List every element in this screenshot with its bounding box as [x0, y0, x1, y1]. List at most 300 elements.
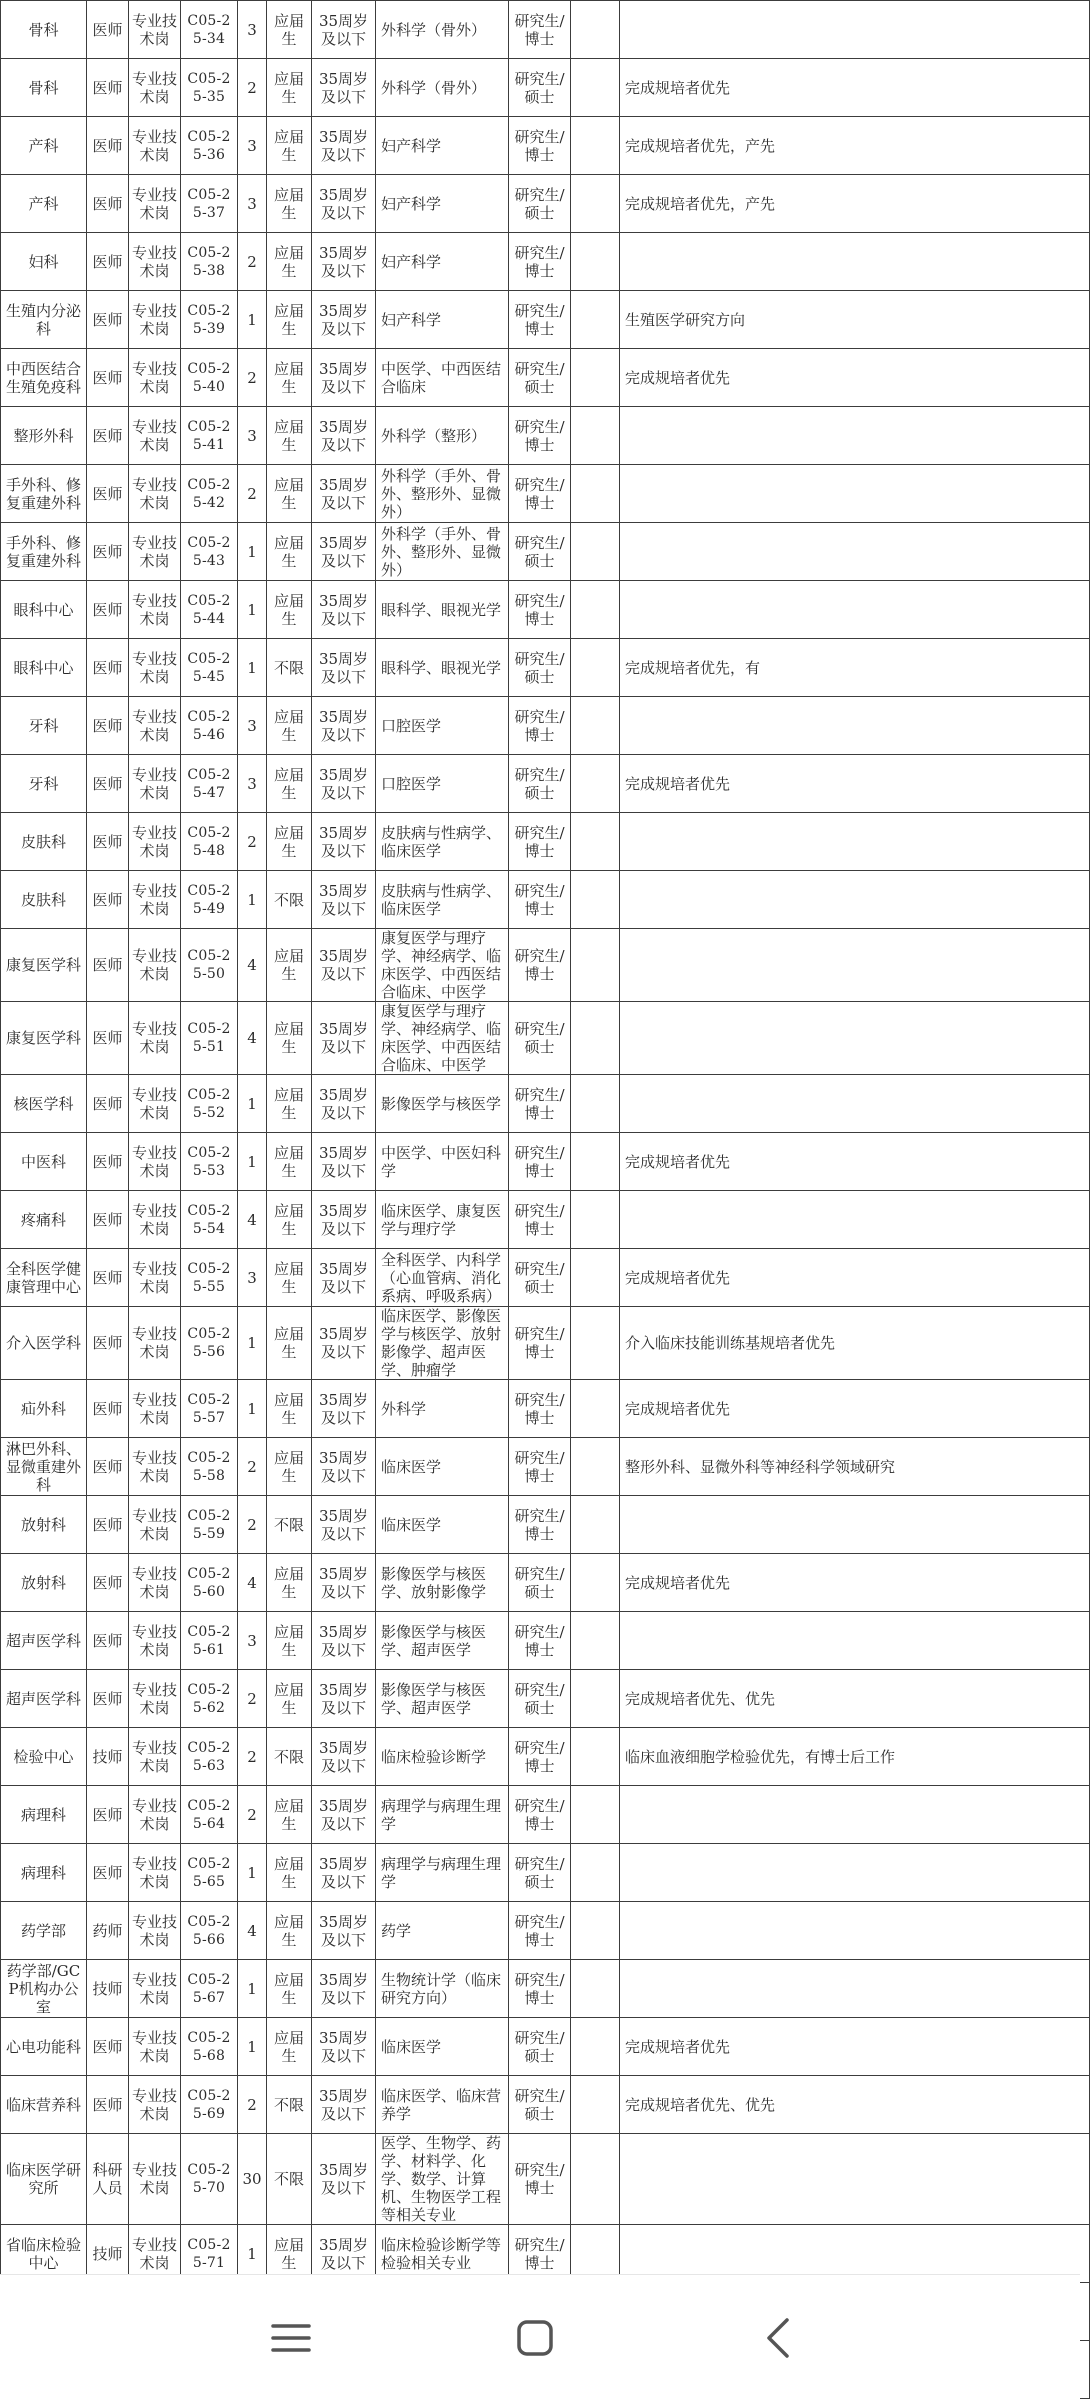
department-cell: 核医学科	[1, 1075, 87, 1133]
empty-cell	[571, 2134, 620, 2225]
table-row	[1, 1612, 1090, 1670]
job-title-cell: 医师	[87, 1, 129, 59]
job-title-cell: 医师	[87, 755, 129, 813]
job-title-cell: 医师	[87, 175, 129, 233]
remark-cell: 完成规培者优先	[620, 1249, 1090, 1307]
remark-cell	[620, 581, 1090, 639]
headcount-cell: 2	[238, 2076, 267, 2134]
education-cell: 研究生/博士	[509, 1380, 571, 1438]
candidate-type-cell: 应届生	[267, 929, 312, 1002]
candidate-type-cell: 应届生	[267, 1612, 312, 1670]
empty-cell	[571, 1249, 620, 1307]
empty-cell	[571, 1380, 620, 1438]
candidate-type-cell: 应届生	[267, 523, 312, 581]
education-cell: 研究生/博士	[509, 2134, 571, 2225]
major-cell: 临床医学	[376, 2018, 509, 2076]
table-row	[1, 1728, 1090, 1786]
remark-cell: 完成规培者优先，产先	[620, 117, 1090, 175]
table-row	[1, 813, 1090, 871]
post-type-cell: 专业技术岗	[129, 813, 181, 871]
candidate-type-cell: 应届生	[267, 697, 312, 755]
major-cell: 外科学（手外、骨外、整形外、显微外）	[376, 465, 509, 523]
education-cell: 研究生/博士	[509, 697, 571, 755]
post-code-cell: C05-25-52	[181, 1075, 238, 1133]
candidate-type-cell: 应届生	[267, 1902, 312, 1960]
job-title-cell: 医师	[87, 813, 129, 871]
headcount-cell: 1	[238, 1380, 267, 1438]
headcount-cell: 1	[238, 523, 267, 581]
headcount-cell: 1	[238, 1960, 267, 2018]
empty-cell	[571, 755, 620, 813]
table-row	[1, 1, 1090, 59]
candidate-type-cell: 不限	[267, 1728, 312, 1786]
empty-cell	[571, 233, 620, 291]
table-row	[1, 1191, 1090, 1249]
job-title-cell: 药师	[87, 1902, 129, 1960]
empty-cell	[571, 349, 620, 407]
job-title-cell: 医师	[87, 1612, 129, 1670]
major-cell: 影像医学与核医学、超声医学	[376, 1612, 509, 1670]
education-cell: 研究生/博士	[509, 1728, 571, 1786]
headcount-cell: 1	[238, 2018, 267, 2076]
table-row	[1, 523, 1090, 581]
candidate-type-cell: 不限	[267, 871, 312, 929]
major-cell: 临床医学、影像医学与核医学、放射影像学、超声医学、肿瘤学	[376, 1307, 509, 1380]
post-type-cell: 专业技术岗	[129, 59, 181, 117]
remark-cell	[620, 813, 1090, 871]
headcount-cell: 1	[238, 291, 267, 349]
education-cell: 研究生/博士	[509, 1191, 571, 1249]
system-navigation-bar	[0, 2274, 1080, 2401]
back-button[interactable]	[744, 2308, 814, 2368]
job-title-cell: 科研人员	[87, 2134, 129, 2225]
job-title-cell: 医师	[87, 2018, 129, 2076]
age-limit-cell: 35周岁及以下	[312, 523, 376, 581]
education-cell: 研究生/博士	[509, 581, 571, 639]
post-code-cell: C05-25-53	[181, 1133, 238, 1191]
department-cell: 病理科	[1, 1786, 87, 1844]
job-title-cell: 医师	[87, 233, 129, 291]
job-title-cell: 医师	[87, 1075, 129, 1133]
empty-cell	[571, 639, 620, 697]
post-type-cell: 专业技术岗	[129, 1249, 181, 1307]
department-cell: 心电功能科	[1, 2018, 87, 2076]
post-type-cell: 专业技术岗	[129, 1728, 181, 1786]
job-title-cell: 医师	[87, 523, 129, 581]
department-cell: 皮肤科	[1, 871, 87, 929]
table-row	[1, 1496, 1090, 1554]
table-row	[1, 465, 1090, 523]
candidate-type-cell: 应届生	[267, 1075, 312, 1133]
age-limit-cell: 35周岁及以下	[312, 291, 376, 349]
department-cell: 临床营养科	[1, 2076, 87, 2134]
table-row	[1, 233, 1090, 291]
department-cell: 疝外科	[1, 1380, 87, 1438]
department-cell: 药学部/GCP机构办公室	[1, 1960, 87, 2018]
empty-cell	[571, 813, 620, 871]
post-type-cell: 专业技术岗	[129, 1786, 181, 1844]
department-cell: 介入医学科	[1, 1307, 87, 1380]
post-type-cell: 专业技术岗	[129, 1960, 181, 2018]
age-limit-cell: 35周岁及以下	[312, 581, 376, 639]
table-row	[1, 59, 1090, 117]
age-limit-cell: 35周岁及以下	[312, 1133, 376, 1191]
remark-cell: 完成规培者优先	[620, 1133, 1090, 1191]
department-cell: 眼科中心	[1, 581, 87, 639]
candidate-type-cell: 不限	[267, 639, 312, 697]
candidate-type-cell: 应届生	[267, 465, 312, 523]
headcount-cell: 2	[238, 1496, 267, 1554]
post-type-cell: 专业技术岗	[129, 2225, 181, 2283]
major-cell: 皮肤病与性病学、临床医学	[376, 813, 509, 871]
department-cell: 生殖内分泌科	[1, 291, 87, 349]
headcount-cell: 1	[238, 1307, 267, 1380]
candidate-type-cell: 应届生	[267, 581, 312, 639]
education-cell: 研究生/硕士	[509, 349, 571, 407]
age-limit-cell: 35周岁及以下	[312, 2018, 376, 2076]
major-cell: 影像医学与核医学、放射影像学	[376, 1554, 509, 1612]
empty-cell	[571, 1554, 620, 1612]
education-cell: 研究生/博士	[509, 117, 571, 175]
department-cell: 产科	[1, 117, 87, 175]
candidate-type-cell: 应届生	[267, 349, 312, 407]
age-limit-cell: 35周岁及以下	[312, 117, 376, 175]
remark-cell	[620, 1002, 1090, 1075]
remark-cell: 整形外科、显微外科等神经科学领域研究	[620, 1438, 1090, 1496]
major-cell: 影像医学与核医学、超声医学	[376, 1670, 509, 1728]
post-code-cell: C05-25-71	[181, 2225, 238, 2283]
department-cell: 皮肤科	[1, 813, 87, 871]
education-cell: 研究生/博士	[509, 1438, 571, 1496]
education-cell: 研究生/硕士	[509, 1670, 571, 1728]
candidate-type-cell: 应届生	[267, 1554, 312, 1612]
home-button[interactable]	[500, 2308, 570, 2368]
major-cell: 外科学	[376, 1380, 509, 1438]
empty-cell	[571, 1, 620, 59]
headcount-cell: 2	[238, 59, 267, 117]
empty-cell	[571, 407, 620, 465]
remark-cell	[620, 1960, 1090, 2018]
headcount-cell: 2	[238, 1786, 267, 1844]
empty-cell	[571, 117, 620, 175]
remark-cell	[620, 233, 1090, 291]
department-cell: 牙科	[1, 697, 87, 755]
age-limit-cell: 35周岁及以下	[312, 1728, 376, 1786]
job-title-cell: 医师	[87, 407, 129, 465]
table-row	[1, 1902, 1090, 1960]
age-limit-cell: 35周岁及以下	[312, 1844, 376, 1902]
department-cell: 手外科、修复重建外科	[1, 465, 87, 523]
education-cell: 研究生/博士	[509, 1075, 571, 1133]
major-cell: 妇产科学	[376, 117, 509, 175]
headcount-cell: 4	[238, 1002, 267, 1075]
remark-cell: 临床血液细胞学检验优先，有博士后工作	[620, 1728, 1090, 1786]
post-code-cell: C05-25-69	[181, 2076, 238, 2134]
job-title-cell: 医师	[87, 1249, 129, 1307]
post-code-cell: C05-25-66	[181, 1902, 238, 1960]
candidate-type-cell: 应届生	[267, 1002, 312, 1075]
post-type-cell: 专业技术岗	[129, 175, 181, 233]
empty-cell	[571, 581, 620, 639]
post-type-cell: 专业技术岗	[129, 871, 181, 929]
post-code-cell: C05-25-37	[181, 175, 238, 233]
post-type-cell: 专业技术岗	[129, 1380, 181, 1438]
department-cell: 超声医学科	[1, 1670, 87, 1728]
empty-cell	[571, 1844, 620, 1902]
table-row	[1, 1002, 1090, 1075]
empty-cell	[571, 523, 620, 581]
post-code-cell: C05-25-57	[181, 1380, 238, 1438]
headcount-cell: 1	[238, 1075, 267, 1133]
empty-cell	[571, 929, 620, 1002]
empty-cell	[571, 1191, 620, 1249]
post-code-cell: C05-25-62	[181, 1670, 238, 1728]
headcount-cell: 1	[238, 1133, 267, 1191]
candidate-type-cell: 应届生	[267, 1307, 312, 1380]
post-type-cell: 专业技术岗	[129, 1612, 181, 1670]
headcount-cell: 3	[238, 755, 267, 813]
headcount-cell: 4	[238, 1902, 267, 1960]
education-cell: 研究生/硕士	[509, 523, 571, 581]
education-cell: 研究生/硕士	[509, 2076, 571, 2134]
education-cell: 研究生/硕士	[509, 2018, 571, 2076]
post-code-cell: C05-25-67	[181, 1960, 238, 2018]
age-limit-cell: 35周岁及以下	[312, 2225, 376, 2283]
department-cell: 整形外科	[1, 407, 87, 465]
post-type-cell: 专业技术岗	[129, 1496, 181, 1554]
candidate-type-cell: 不限	[267, 2134, 312, 2225]
post-code-cell: C05-25-43	[181, 523, 238, 581]
table-row	[1, 1380, 1090, 1438]
remark-cell: 完成规培者优先	[620, 755, 1090, 813]
education-cell: 研究生/博士	[509, 1496, 571, 1554]
table-row	[1, 929, 1090, 1002]
remark-cell: 完成规培者优先、优先	[620, 2076, 1090, 2134]
menu-button[interactable]	[256, 2308, 326, 2368]
education-cell: 研究生/博士	[509, 1960, 571, 2018]
table-row	[1, 349, 1090, 407]
education-cell: 研究生/博士	[509, 2225, 571, 2283]
post-code-cell: C05-25-45	[181, 639, 238, 697]
post-code-cell: C05-25-68	[181, 2018, 238, 2076]
empty-cell	[571, 697, 620, 755]
candidate-type-cell: 应届生	[267, 1786, 312, 1844]
major-cell: 临床医学、临床营养学	[376, 2076, 509, 2134]
education-cell: 研究生/博士	[509, 291, 571, 349]
major-cell: 临床检验诊断学等检验相关专业	[376, 2225, 509, 2283]
major-cell: 外科学（骨外）	[376, 59, 509, 117]
major-cell: 临床检验诊断学	[376, 1728, 509, 1786]
job-title-cell: 医师	[87, 1554, 129, 1612]
age-limit-cell: 35周岁及以下	[312, 1191, 376, 1249]
post-code-cell: C05-25-64	[181, 1786, 238, 1844]
table-row	[1, 1786, 1090, 1844]
candidate-type-cell: 应届生	[267, 59, 312, 117]
table-body	[1, 1, 1090, 2399]
department-cell: 康复医学科	[1, 929, 87, 1002]
post-type-cell: 专业技术岗	[129, 1075, 181, 1133]
post-code-cell: C05-25-44	[181, 581, 238, 639]
age-limit-cell: 35周岁及以下	[312, 929, 376, 1002]
table-row	[1, 407, 1090, 465]
age-limit-cell: 35周岁及以下	[312, 59, 376, 117]
candidate-type-cell: 不限	[267, 2076, 312, 2134]
major-cell: 外科学（手外、骨外、整形外、显微外）	[376, 523, 509, 581]
empty-cell	[571, 2018, 620, 2076]
age-limit-cell: 35周岁及以下	[312, 1380, 376, 1438]
department-cell: 病理科	[1, 1844, 87, 1902]
major-cell: 病理学与病理生理学	[376, 1786, 509, 1844]
post-code-cell: C05-25-70	[181, 2134, 238, 2225]
empty-cell	[571, 175, 620, 233]
headcount-cell: 1	[238, 581, 267, 639]
education-cell: 研究生/博士	[509, 813, 571, 871]
table-row	[1, 1554, 1090, 1612]
department-cell: 疼痛科	[1, 1191, 87, 1249]
age-limit-cell: 35周岁及以下	[312, 639, 376, 697]
post-type-cell: 专业技术岗	[129, 1133, 181, 1191]
table-row	[1, 1307, 1090, 1380]
candidate-type-cell: 应届生	[267, 2225, 312, 2283]
headcount-cell: 3	[238, 1249, 267, 1307]
headcount-cell: 3	[238, 407, 267, 465]
headcount-cell: 1	[238, 2225, 267, 2283]
post-code-cell: C05-25-60	[181, 1554, 238, 1612]
post-code-cell: C05-25-39	[181, 291, 238, 349]
post-code-cell: C05-25-38	[181, 233, 238, 291]
headcount-cell: 3	[238, 697, 267, 755]
department-cell: 眼科中心	[1, 639, 87, 697]
candidate-type-cell: 应届生	[267, 1133, 312, 1191]
headcount-cell: 4	[238, 1554, 267, 1612]
table-row	[1, 2134, 1090, 2225]
headcount-cell: 3	[238, 117, 267, 175]
job-title-cell: 医师	[87, 1002, 129, 1075]
empty-cell	[571, 1786, 620, 1844]
major-cell: 影像医学与核医学	[376, 1075, 509, 1133]
education-cell: 研究生/博士	[509, 465, 571, 523]
age-limit-cell: 35周岁及以下	[312, 755, 376, 813]
remark-cell	[620, 1496, 1090, 1554]
headcount-cell: 3	[238, 1612, 267, 1670]
table-row	[1, 2018, 1090, 2076]
department-cell: 中医科	[1, 1133, 87, 1191]
headcount-cell: 2	[238, 813, 267, 871]
job-title-cell: 医师	[87, 1670, 129, 1728]
empty-cell	[571, 1496, 620, 1554]
remark-cell	[620, 1902, 1090, 1960]
candidate-type-cell: 应届生	[267, 755, 312, 813]
remark-cell	[620, 871, 1090, 929]
job-title-cell: 技师	[87, 2225, 129, 2283]
post-type-cell: 专业技术岗	[129, 233, 181, 291]
job-title-cell: 医师	[87, 871, 129, 929]
department-cell: 骨科	[1, 59, 87, 117]
remark-cell	[620, 2134, 1090, 2225]
post-code-cell: C05-25-56	[181, 1307, 238, 1380]
table-row	[1, 1670, 1090, 1728]
remark-cell: 完成规培者优先	[620, 349, 1090, 407]
age-limit-cell: 35周岁及以下	[312, 1670, 376, 1728]
age-limit-cell: 35周岁及以下	[312, 465, 376, 523]
table-row	[1, 1133, 1090, 1191]
candidate-type-cell: 应届生	[267, 1249, 312, 1307]
post-type-cell: 专业技术岗	[129, 1, 181, 59]
age-limit-cell: 35周岁及以下	[312, 1438, 376, 1496]
major-cell: 妇产科学	[376, 175, 509, 233]
post-code-cell: C05-25-65	[181, 1844, 238, 1902]
department-cell: 康复医学科	[1, 1002, 87, 1075]
empty-cell	[571, 1075, 620, 1133]
empty-cell	[571, 1438, 620, 1496]
post-type-cell: 专业技术岗	[129, 581, 181, 639]
table-row	[1, 755, 1090, 813]
major-cell: 药学	[376, 1902, 509, 1960]
post-code-cell: C05-25-54	[181, 1191, 238, 1249]
major-cell: 妇产科学	[376, 291, 509, 349]
empty-cell	[571, 1960, 620, 2018]
department-cell: 中西医结合生殖免疫科	[1, 349, 87, 407]
job-title-cell: 医师	[87, 1380, 129, 1438]
remark-cell	[620, 523, 1090, 581]
headcount-cell: 2	[238, 1670, 267, 1728]
table-row	[1, 697, 1090, 755]
headcount-cell: 1	[238, 639, 267, 697]
age-limit-cell: 35周岁及以下	[312, 1612, 376, 1670]
department-cell: 临床医学研究所	[1, 2134, 87, 2225]
department-cell: 牙科	[1, 755, 87, 813]
remark-cell	[620, 1075, 1090, 1133]
age-limit-cell: 35周岁及以下	[312, 1902, 376, 1960]
headcount-cell: 3	[238, 175, 267, 233]
major-cell: 眼科学、眼视光学	[376, 639, 509, 697]
candidate-type-cell: 应届生	[267, 1670, 312, 1728]
table-row	[1, 639, 1090, 697]
empty-cell	[571, 871, 620, 929]
job-title-cell: 医师	[87, 1307, 129, 1380]
post-type-cell: 专业技术岗	[129, 2134, 181, 2225]
age-limit-cell: 35周岁及以下	[312, 1496, 376, 1554]
job-title-cell: 医师	[87, 465, 129, 523]
post-type-cell: 专业技术岗	[129, 1307, 181, 1380]
table-row	[1, 117, 1090, 175]
major-cell: 临床医学	[376, 1438, 509, 1496]
table-row	[1, 175, 1090, 233]
department-cell: 骨科	[1, 1, 87, 59]
post-type-cell: 专业技术岗	[129, 291, 181, 349]
age-limit-cell: 35周岁及以下	[312, 233, 376, 291]
candidate-type-cell: 应届生	[267, 1960, 312, 2018]
job-title-cell: 医师	[87, 1133, 129, 1191]
empty-cell	[571, 1307, 620, 1380]
remark-cell: 介入临床技能训练基规培者优先	[620, 1307, 1090, 1380]
candidate-type-cell: 应届生	[267, 1191, 312, 1249]
post-code-cell: C05-25-61	[181, 1612, 238, 1670]
headcount-cell: 2	[238, 233, 267, 291]
headcount-cell: 2	[238, 349, 267, 407]
candidate-type-cell: 不限	[267, 1496, 312, 1554]
age-limit-cell: 35周岁及以下	[312, 1, 376, 59]
empty-cell	[571, 59, 620, 117]
major-cell: 口腔医学	[376, 697, 509, 755]
age-limit-cell: 35周岁及以下	[312, 1554, 376, 1612]
remark-cell: 完成规培者优先	[620, 59, 1090, 117]
major-cell: 中医学、中医妇科学	[376, 1133, 509, 1191]
department-cell: 放射科	[1, 1554, 87, 1612]
education-cell: 研究生/博士	[509, 233, 571, 291]
major-cell: 康复医学与理疗学、神经病学、临床医学、中西医结合临床、中医学	[376, 1002, 509, 1075]
headcount-cell: 2	[238, 465, 267, 523]
